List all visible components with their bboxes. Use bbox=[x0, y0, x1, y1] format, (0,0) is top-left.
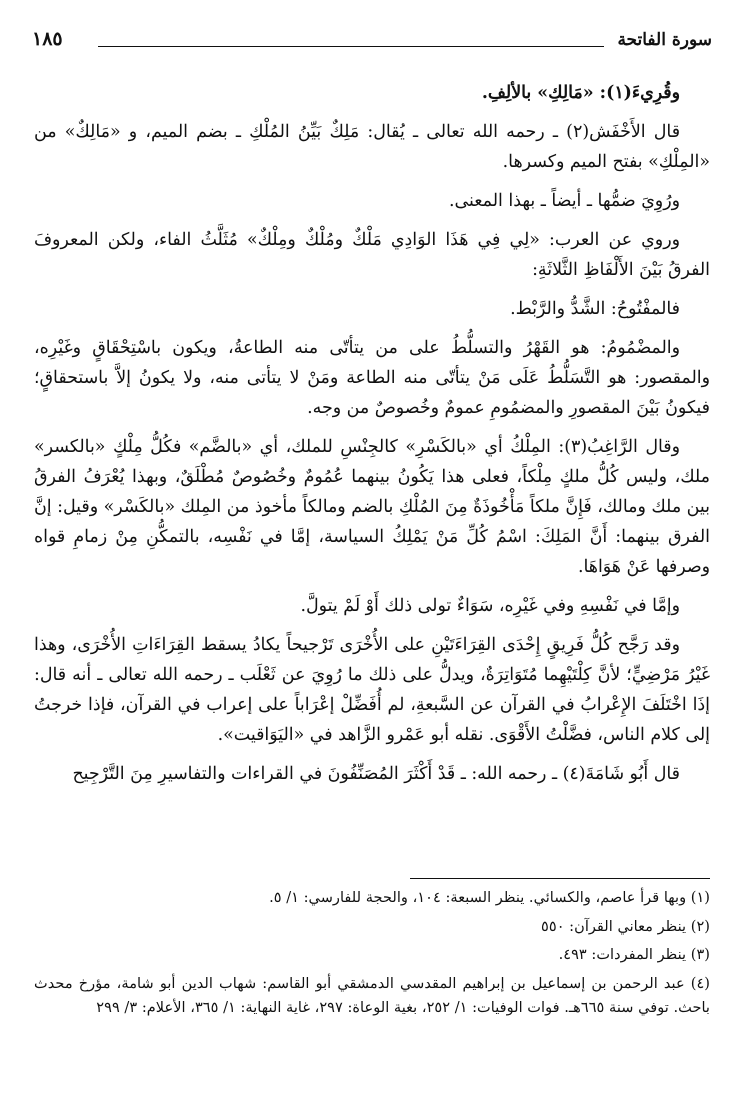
paragraph: وقد رَجَّح كُلُّ فَرِيقٍ إِحْدَى القِرَاءَتَيْنِ على الأُخْرَى تَرْجيحاً يكادُ يسقط القِرَاءَاتِ الأُخْرَى، وهذا غَيْرُ مَرْضِيٍّ؛ لأنَّ كِلْتَيْهِما مُتَوَاتِرَةٌ، ويدلُّ على ذلك ما رُوِيَ عن ثَعْلَب ـ رحمه الله تعالى ـ أنه قال: إذَا اخْتَلَفَ الإِعْرابُ في القرآن عن السَّبعةِ، لم أُفَضِّلْ إعْرَاباً على إعراب في القرآن، فإذا خرجتُ إلى كلام الناس، فضَّلْتُ الأَقْوَى. نقله أبو عَمْرو الزَّاهد في «اليَوَاقيت». bbox=[34, 635, 710, 745]
main-text bbox=[34, 78, 710, 798]
footnote-separator bbox=[410, 878, 710, 879]
paragraph: قال أَبُو شَامَةَ(٤) ـ رحمه الله: ـ قَدْ أَكْثَرَ المُصَنِّفُونَ في القراءات والتفاسيرِ مِنَ التَّرْجِيح bbox=[72, 764, 680, 784]
footnote: (١) وبها قرأ عاصم، والكسائي. ينظر السبعة: ١٠٤، والحجة للفارسي: ١/ ٥. bbox=[269, 889, 710, 906]
footnote: (٤) عبد الرحمن بن إسماعيل بن إبراهيم المقدسي الدمشقي أبو القاسم: شهاب الدين أبو شامة، مؤرخ محدث باحث. توفي سنة ٦٦٥هـ. فوات الوفيات: ١/ ٢٥٢، بغية الوعاة: ٢٩٧، غاية النهاية: ١/ ٣٦٥، الأعلام: ٣/ ٢٩٩ bbox=[34, 974, 710, 1016]
paragraph: فالمفْتُوحُ: الشَّدُّ والرَّبْط. bbox=[510, 299, 680, 319]
paragraph: قال الأَخْفَش(٢) ـ رحمه الله تعالى ـ يُقال: مَلِكٌ بَيِّنُ المُلْكِ ـ بضم الميم، و «مَالِكٌ» من «المِلْكِ» بفتح الميم وكسرها. bbox=[34, 122, 710, 172]
page-number: ١٨٥ bbox=[32, 28, 63, 50]
paragraph: وقُرِيءَ(١): «مَالِكِ» بالألِفِ. bbox=[481, 83, 680, 103]
footnote: (٣) ينظر المفردات: ٤٩٣. bbox=[558, 946, 710, 963]
paragraph: وروي عن العرب: «لِي فِي هَذَا الوَادِي مَلْكٌ ومُلْكٌ ومِلْكٌ» مُثَلَّثُ الفاء، ولكن المعروفَ الفرقُ بَيْنَ الأَلْفَاظِ الثَّلاثَةِ: bbox=[34, 230, 710, 280]
paragraph: وإمَّا في نَفْسِهِ وفي غَيْرِه، سَوَاءٌ تولى ذلك أَوْ لَمْ يتولَّ. bbox=[300, 596, 680, 616]
paragraph: والمضْمُومُ: هو القَهْرُ والتسلُّطُ على من يتأتّى منه الطاعةُ، ويكون باسْتِحْقَاقٍ وغَيْرِه، والمقصور: هو التَّسَلُّطُ عَلَى مَنْ يتأتّى منه الطاعة ومَنْ لا يتأتى منه، ولا يكونُ إلاَّ باستحقاقٍ؛ فيكونُ بَيْنَ المقصورِ والمضمُومِ عمومٌ وخُصوصٌ من وجه. bbox=[34, 338, 710, 418]
paragraph: ورُوِيَ ضمُّها ـ أيضاً ـ بهذا المعنى. bbox=[448, 191, 680, 211]
footnotes bbox=[34, 886, 710, 1025]
paragraph: وقال الرَّاغِبُ(٣): المِلْكُ أي «بالكَسْرِ» كالجِنْسِ للملك، أي «بالضَّم» فكُلُّ مِلْكٍ «بالكسر» ملك، وليس كُلُّ ملكٍ مِلْكاً، فعلى هذا يَكُونُ بينهما عُمُومٌ وخُصُوصٌ مُطْلَقٌ، وبهذا يُعْرَفُ الفرقُ بين ملك ومالك، فَإِنَّ ملكاً مَأْخُوذَةٌ مِنَ المُلْكِ بالضم ومالكاً مأخوذ من المِلك «بالكَسْر» وقيل: إنَّ الفرق بينهما: أَنَّ المَلِكَ: اسْمُ كُلِّ مَنْ يَمْلِكُ السياسة، إمَّا في نَفْسِه، بالتمكُّنِ مِنْ زمامِ قواه وصرفها عَنْ هَوَاهَا. bbox=[34, 437, 710, 577]
header-rule bbox=[98, 46, 604, 47]
surah-title: سورة الفاتحة bbox=[617, 30, 712, 50]
running-header bbox=[32, 26, 712, 56]
footnote: (٢) ينظر معاني القرآن: ٥٥٠ bbox=[541, 917, 710, 935]
